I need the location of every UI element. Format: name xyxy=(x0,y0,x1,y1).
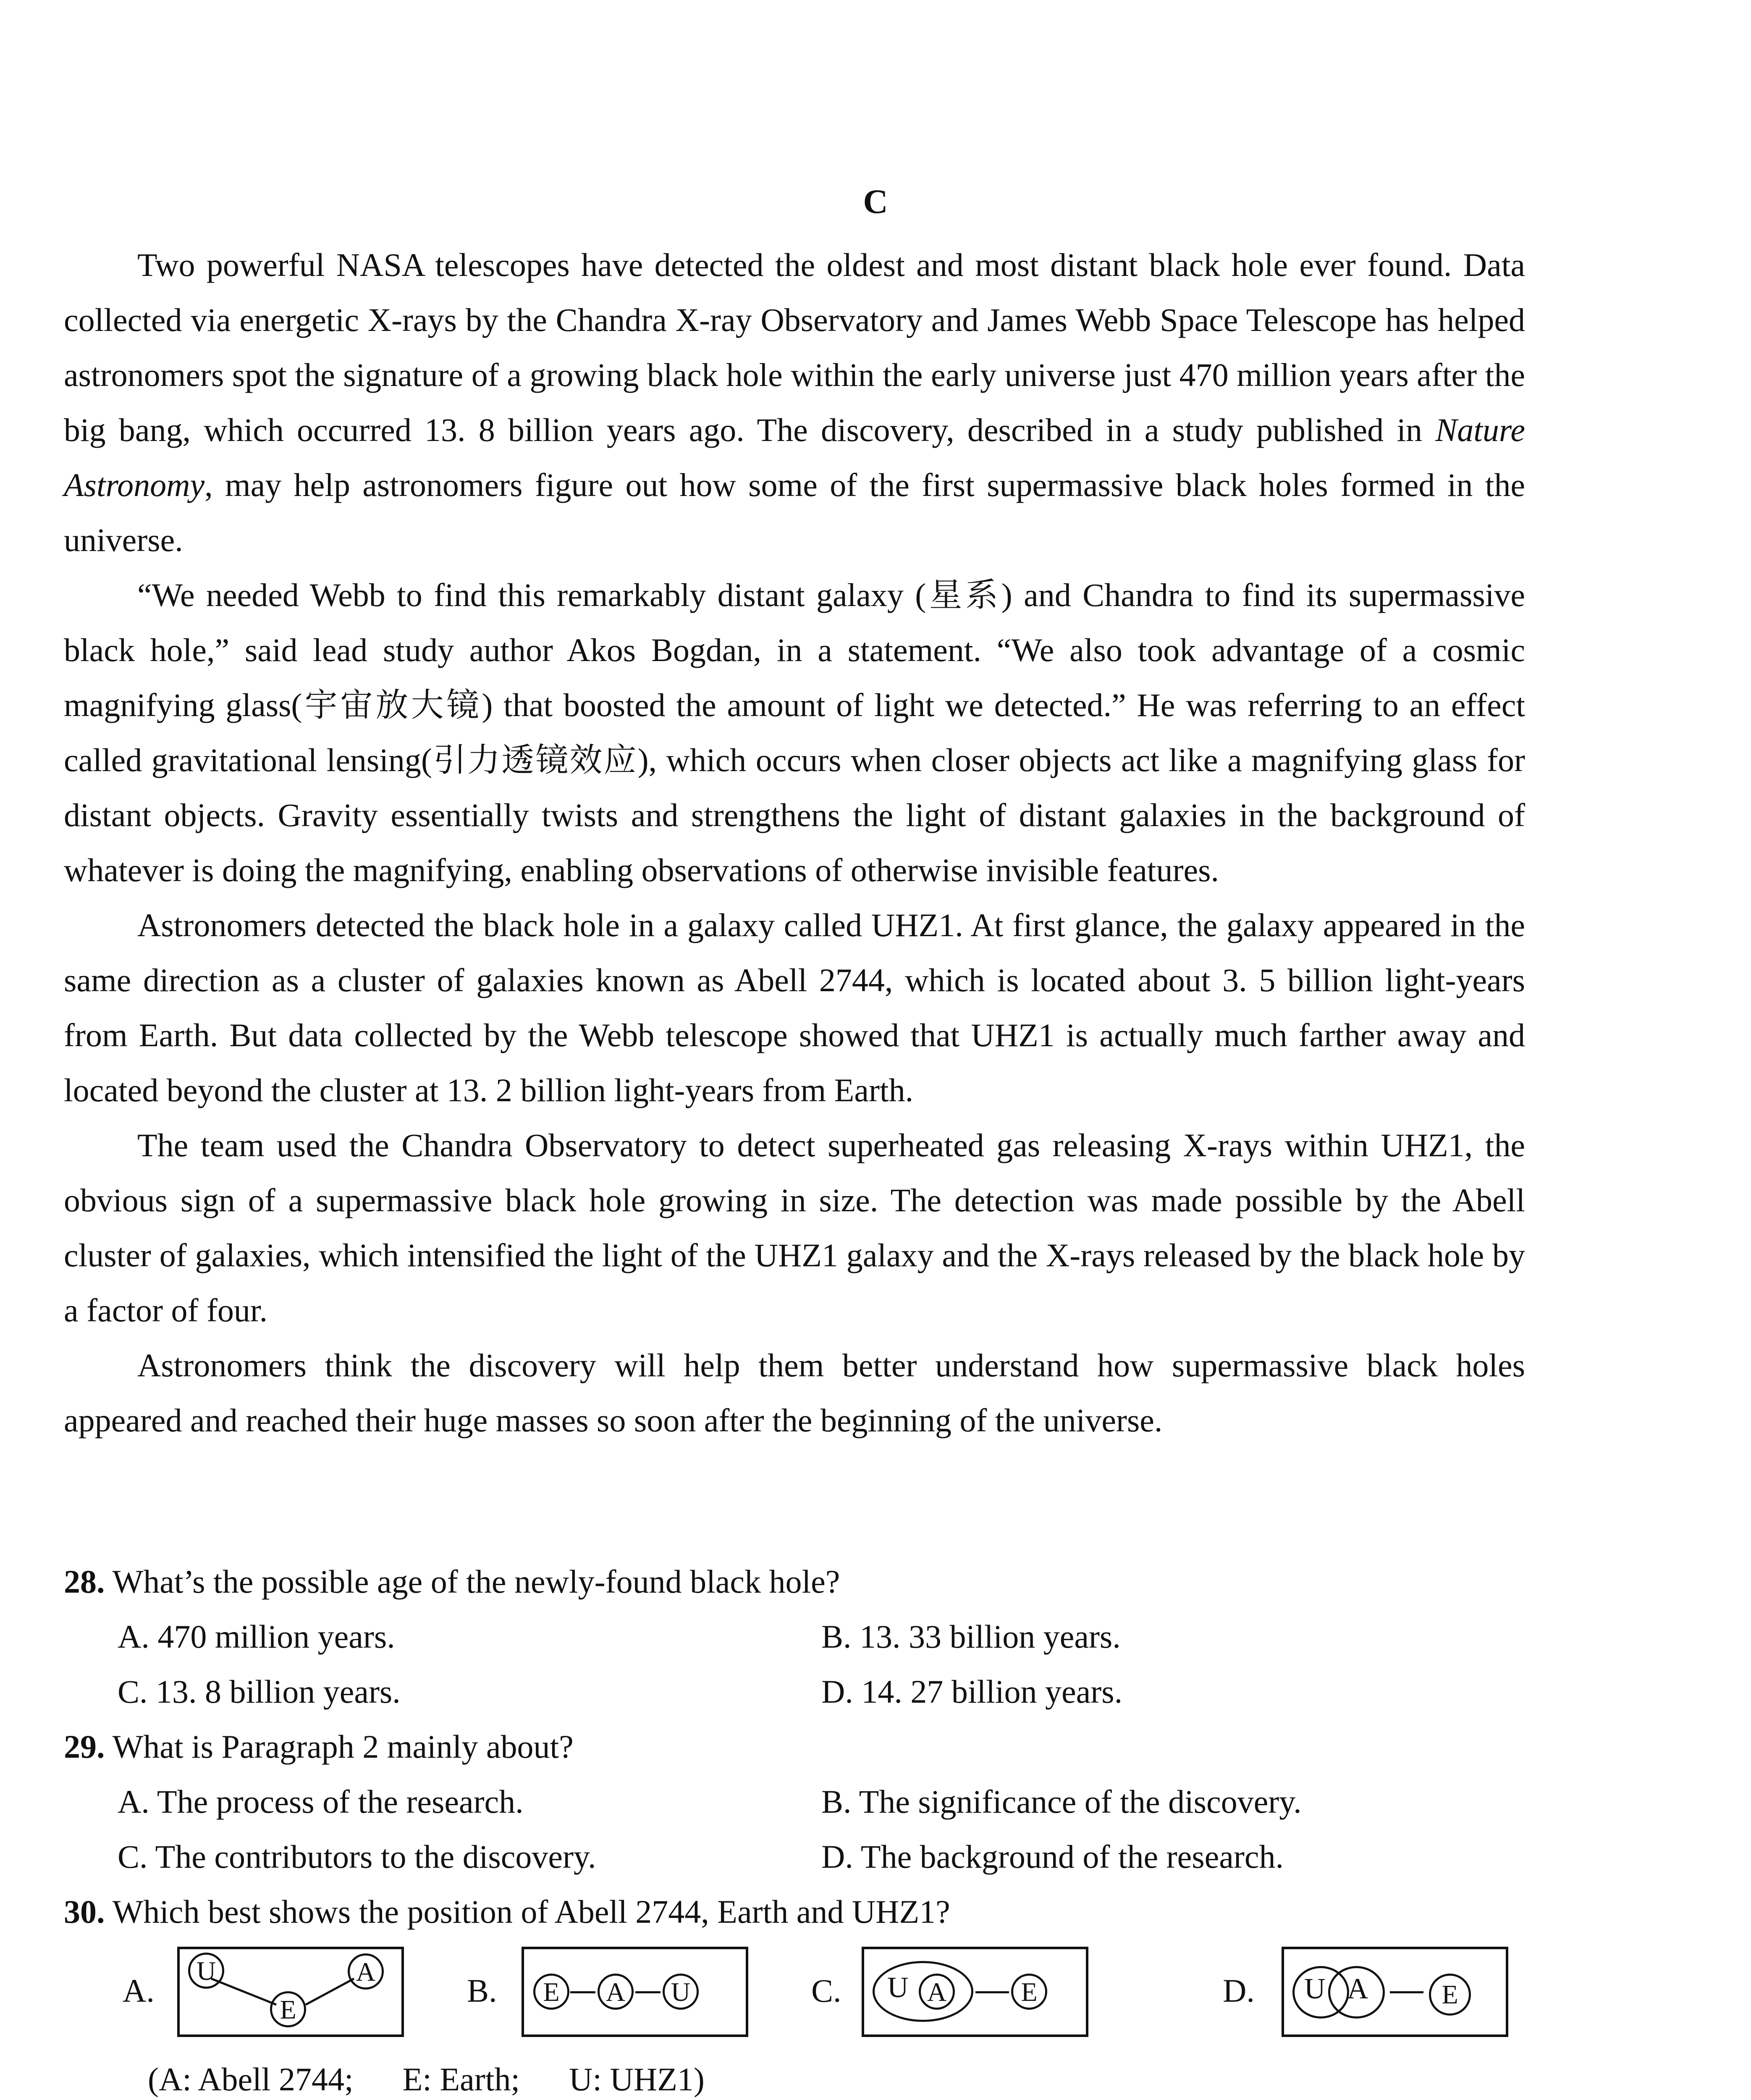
earth-circle: E xyxy=(1011,1974,1047,2010)
diagram-a[interactable] xyxy=(177,1947,404,2037)
uhz1-letter: U xyxy=(1304,1973,1326,2005)
question-stem xyxy=(64,1884,1525,1939)
question-text: What’s the possible age of the newly-found black hole? xyxy=(112,1563,840,1600)
reading-passage xyxy=(64,237,1525,1448)
abell-circle: A xyxy=(348,1953,384,1990)
dash xyxy=(1390,1991,1423,1993)
option-row xyxy=(118,1829,1525,1884)
paragraph-1-text: Two powerful NASA telescopes have detected the oldest and most distant black hole ever found. Data collected via energetic X-rays by the Chandra X-ray Observatory and James Webb Space Telescope has helped astronomers spot the signature of a growing black hole within the early universe just 470 million years after the big bang, which occurred 13. 8 billion years ago. The discovery, described in a study published in xyxy=(64,247,1525,448)
option-c[interactable]: C. The contributors to the discovery. xyxy=(118,1838,596,1875)
question-number: 30. xyxy=(64,1893,105,1930)
paragraph-4: The team used the Chandra Observatory to detect superheated gas releasing X-rays within UHZ1, the obvious sign of a supermassive black hole growing in size. The detection was made possible by the Abell cluster of galaxies, which intensified the light of the UHZ1 galaxy and the X-rays released by the black hole by a factor of four. xyxy=(64,1127,1525,1328)
section-heading: C xyxy=(863,182,888,220)
option-b[interactable]: B. 13. 33 billion years. xyxy=(821,1618,1121,1655)
diagram-d[interactable] xyxy=(1282,1947,1508,2037)
option-c[interactable]: C. 13. 8 billion years. xyxy=(118,1673,401,1710)
diagram-a-label[interactable]: A. xyxy=(123,1972,155,2009)
position-diagrams xyxy=(64,1947,1525,2052)
diagram-b-label[interactable]: B. xyxy=(467,1972,497,2009)
paragraph-1-tail: , may help astronomers figure out how some of the first supermassive black holes formed in the universe. xyxy=(64,467,1525,558)
diagram-c[interactable] xyxy=(862,1947,1088,2037)
question-list xyxy=(64,1554,1525,2100)
option-a[interactable]: A. 470 million years. xyxy=(118,1618,395,1655)
abell-circle: A xyxy=(919,1974,955,2010)
diagram-key: (A: Abell 2744; E: Earth; U: UHZ1) xyxy=(148,2061,705,2097)
question-number: 28. xyxy=(64,1563,105,1600)
journal-name: Nature Astronomy xyxy=(64,412,1525,503)
question-text: Which best shows the position of Abell 2744, Earth and UHZ1? xyxy=(112,1893,950,1930)
earth-circle: E xyxy=(1429,1974,1471,2016)
question-30 xyxy=(64,1884,1525,2100)
dash xyxy=(975,1991,1009,1993)
option-row xyxy=(118,1664,1525,1719)
question-29 xyxy=(64,1719,1525,1884)
diagram-d-label[interactable]: D. xyxy=(1223,1972,1255,2009)
earth-circle: E xyxy=(533,1974,569,2010)
option-row xyxy=(118,1774,1525,1829)
option-d[interactable]: D. 14. 27 billion years. xyxy=(821,1673,1123,1710)
question-28 xyxy=(64,1554,1525,1719)
uhz1-circle: U xyxy=(188,1953,224,1989)
paragraph-3: Astronomers detected the black hole in a galaxy called UHZ1. At first glance, the galaxy appeared in the same direction as a cluster of galaxies known as Abell 2744, which is located about 3. 5 billion light-years from Earth. But data collected by the Webb telescope showed that UHZ1 is actually much farther away and located beyond the cluster at 13. 2 billion light-years from Earth. xyxy=(64,907,1525,1108)
uhz1-letter: U xyxy=(887,1971,909,2004)
paragraph-2: “We needed Webb to find this remarkably distant galaxy (星系) and Chandra to find its supermassive black hole,” said lead study author Akos Bogdan, in a statement. “We also took advantage of a cosmic magnifying glass(宇宙放大镜) that boosted the amount of light we detected.” He was referring to an effect called gravitational lensing(引力透镜效应), which occurs when closer objects act like a magnifying glass for distant objects. Gravity essentially twists and strengthens the light of distant galaxies in the background of whatever is doing the magnifying, enabling observations of otherwise invisible features. xyxy=(64,577,1525,888)
diagram-b[interactable] xyxy=(522,1947,748,2037)
question-number: 29. xyxy=(64,1728,105,1765)
option-b[interactable]: B. The significance of the discovery. xyxy=(821,1783,1302,1820)
question-text: What is Paragraph 2 mainly about? xyxy=(112,1728,574,1765)
dash xyxy=(570,1991,595,1993)
diagram-c-label[interactable]: C. xyxy=(811,1972,841,2009)
paragraph-5: Astronomers think the discovery will help them better understand how supermassive black holes appeared and reached their huge masses so soon after the beginning of the universe. xyxy=(64,1347,1525,1438)
option-row xyxy=(118,1609,1525,1664)
abell-circle: A xyxy=(598,1974,634,2010)
question-stem xyxy=(64,1719,1525,1774)
question-stem xyxy=(64,1554,1525,1609)
abell-letter: A xyxy=(1347,1973,1368,2005)
uhz1-circle: U xyxy=(663,1974,699,2010)
dash xyxy=(635,1991,661,1993)
earth-circle: E xyxy=(270,1991,306,2027)
option-a[interactable]: A. The process of the research. xyxy=(118,1783,524,1820)
paragraph-1 xyxy=(64,237,1525,567)
option-d[interactable]: D. The background of the research. xyxy=(821,1838,1284,1875)
